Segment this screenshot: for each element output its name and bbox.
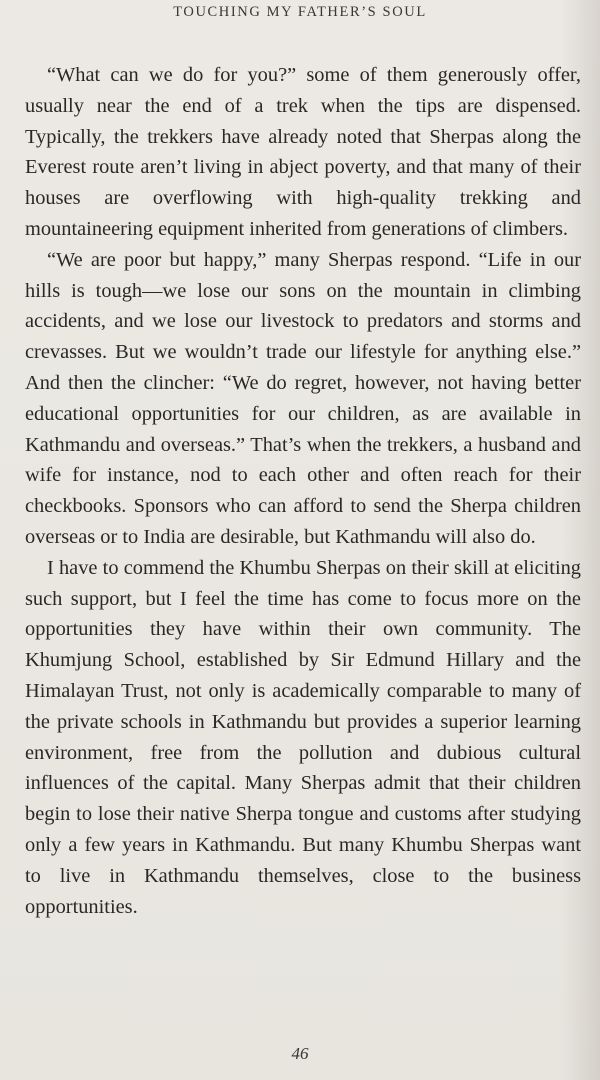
page-number: 46 [291,1044,309,1063]
running-head: TOUCHING MY FATHER’S SOUL [173,4,427,20]
paragraph-2: “We are poor but happy,” many Sherpas respond. “Life in our hills is tough—we lose our sons on the mountain in climbing accidents, and we lose our livestock to predators and storms and crevasses. But we wouldn’t trade our lifestyle for anything else.” And then the clincher: “We do regret, however, not having better educational opportunities for our children, as are available in Kathmandu and overseas.” That’s when the trekkers, a husband and wife for instance, nod to each other and often reach for their checkbooks. Sponsors who can afford to send the Sherpa children overseas or to India are desirable, but Kathmandu will also do. [25,248,581,548]
body-text [25,60,581,922]
paragraph-3: I have to commend the Khumbu Sherpas on their skill at eliciting such support, but I feel the time has come to focus more on the opportunities they have within their own community. The Khumjung School, established by Sir Edmund Hillary and the Himalayan Trust, not only is academically comparable to many of the private schools in Kathmandu but provides a superior learning environment, free from the pollution and dubious cultural influences of the capital. Many Sherpas admit that their children begin to lose their native Sherpa tongue and customs after studying only a few years in Kathmandu. But many Khumbu Sherpas want to live in Kathmandu themselves, close to the business opportunities. [25,556,581,918]
paragraph-1: “What can we do for you?” some of them generously offer, usually near the end of a trek when the tips are dispensed. Typically, the trekkers have already noted that Sherpas along the Everest route aren’t living in abject poverty, and that many of their houses are overflowing with high-quality trekking and mountaineering equipment inherited from generations of climbers. [25,64,581,240]
